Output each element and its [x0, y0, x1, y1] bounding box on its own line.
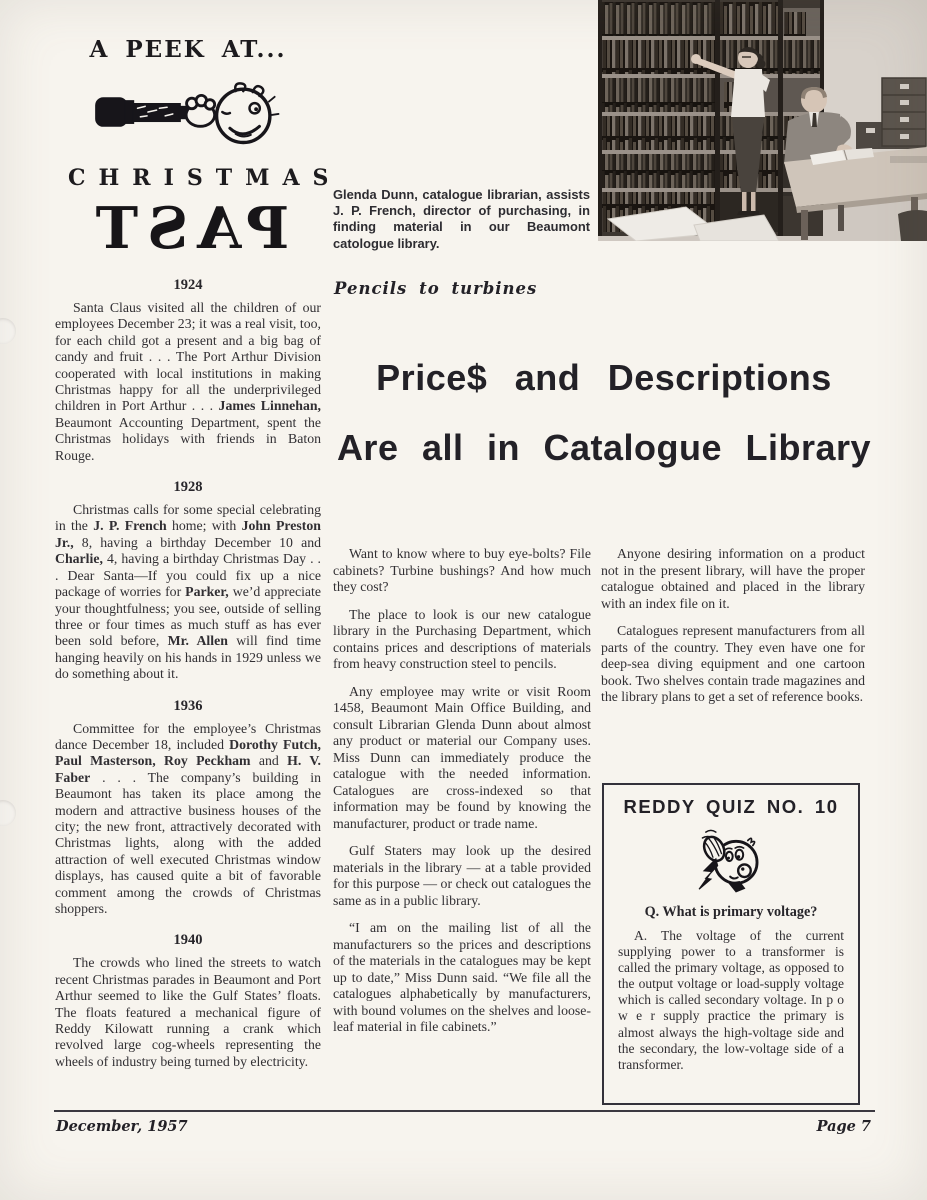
year-heading: 1924 — [173, 277, 203, 293]
article-paragraph: Want to know where to buy eye-bolts? File cabinets? Turbine bushings? And how much they cost? — [333, 546, 591, 594]
article-paragraph: Gulf Staters may look up the desired materials in the library — at a table provided for this purpose — or check out catalogues the same as in a public library. — [333, 843, 591, 908]
headline-line2: Are all in Catalogue Library — [336, 427, 872, 468]
article-column-2 — [601, 546, 865, 717]
history-section-1928 — [55, 479, 321, 682]
photo-caption: Glenda Dunn, catalogue librarian, assists J. P. French, director of purchasing, in finding material in our Beaumont catologue library. — [333, 186, 590, 251]
punch-hole — [0, 800, 16, 826]
history-column — [55, 36, 342, 1070]
reddy-quiz-box — [602, 783, 860, 1105]
footer-page-number: Page 7 — [816, 1118, 871, 1135]
library-photo-illustration — [598, 0, 927, 241]
peek-at-christmas-past-header — [55, 36, 342, 262]
year-heading: 1928 — [173, 479, 203, 496]
article-paragraph: The place to look is our new catalogue library in the Purchasing Department, which contains prices and descriptions of materials from heavy construction steel to pencils. — [333, 606, 591, 671]
quiz-answer: A. The voltage of the current supplying power to a transformer is called the primary voltage, as opposed to the output voltage or load-supply voltage which is called secondary voltage. In p o w e r supply practice the primary is almost always the high-voltage side and the secondary, the low-voltage side of a transformer. — [618, 928, 844, 1072]
history-section-1940 — [55, 932, 321, 1070]
history-paragraph: The crowds who lined the streets to watch recent Christmas parades in Beaumont and Port Arthur seemed to like the Gulf States’ floats. The floats featured a mechanical figure of Reddy Kilowatt running a crank which revolved large cog-wheels representing the wheels of industry being turned by electricity. — [55, 955, 321, 1069]
reddy-kilowatt-thinking-icon — [689, 827, 773, 901]
article-headline — [333, 357, 875, 468]
past-word-mirrored: PAST — [86, 195, 290, 262]
quiz-question: Q. What is primary voltage? — [644, 904, 818, 920]
footer-rule — [54, 1110, 875, 1112]
year-heading: 1940 — [173, 932, 203, 949]
article-kicker: Pencils to turbines — [334, 279, 538, 298]
article-paragraph: “I am on the mailing list of all the manufacturers so the prices and descriptions of the materials in the catalogues may be kept up to date,” Miss Dunn said. “We file all the catalogues alphabetically by manufacturers, with bound volumes on the shelves and loose-leaf material in file cabinets.” — [333, 920, 591, 1034]
history-paragraph: Santa Claus visited all the children of our employees December 23; it was a real visit, too, for each child got a present and a big bag of candy and fruit . . . The Port Arthur Division cooperated with local institutions in making Christmas happy for all the underprivileged children in Port Arthur . . . James Linnehan, Beaumont Accounting Department, spent the Christmas holidays with friends in Baton Rouge. — [55, 300, 321, 463]
article-paragraph: Any employee may write or visit Room 1458, Beaumont Main Office Building, and consult Librarian Glenda Dunn about almost any product or material our Company uses. Miss Dunn can immediately produce the catalogue with the needed information. Catalogues are cross-indexed so that information may be found by knowing the manufacturer, product or trade name. — [333, 683, 591, 831]
punch-hole — [0, 318, 16, 344]
year-heading: 1936 — [173, 697, 203, 714]
history-section-1924 — [55, 277, 321, 464]
article-column-1 — [333, 546, 591, 1047]
history-section-1936 — [55, 698, 321, 918]
footer-issue-date: December, 1957 — [56, 1118, 188, 1135]
reddy-kilowatt-telescope-icon — [90, 73, 286, 153]
quiz-title: REDDY QUIZ NO. 10 — [623, 796, 839, 817]
headline-line1: Price$ and Descriptions — [376, 357, 832, 398]
library-photo — [598, 0, 927, 241]
history-paragraph: Christmas calls for some special celebrating in the J. P. French home; with John Preston Jr., 8, having a birthday December 10 and Charlie, 4, having a birthday Christmas Day . . . Dear Santa—If you could fix up a nice package of worries for Parker, we’d appreciate your thoughtfulness; you see, outside of selling three or four times as much stuff as has ever been sold before, Mr. Allen will find time hanging heavily on his hands in 1929 unless we do something about it. — [55, 502, 321, 682]
peek-kicker: A PEEK AT... — [89, 36, 287, 63]
article-paragraph: Catalogues represent manufacturers from all parts of the country. They even have one for deep-sea diving equipment and one cartoon book. Two shelves contain trade magazines and the library plans to get a set of reference books. — [601, 623, 865, 704]
christmas-word: CHRISTMAS — [68, 165, 342, 191]
article-paragraph: Anyone desiring information on a product not in the present library, will have the proper catalogue obtained and placed in the library with an index file on it. — [601, 546, 865, 611]
history-paragraph: Committee for the employee’s Christmas dance December 18, included Dorothy Futch, Paul Masterson, Roy Peckham and H. V. Faber . . . The company’s building in Beaumont has taken its place among the modern and attractive business houses of the city; the new front, attractively decorated with Christmas lights, along with the added attraction of well executed Christmas window displays, has caused quite a bit of favorable comment among the crowds of Christmas shoppers. — [55, 720, 321, 916]
